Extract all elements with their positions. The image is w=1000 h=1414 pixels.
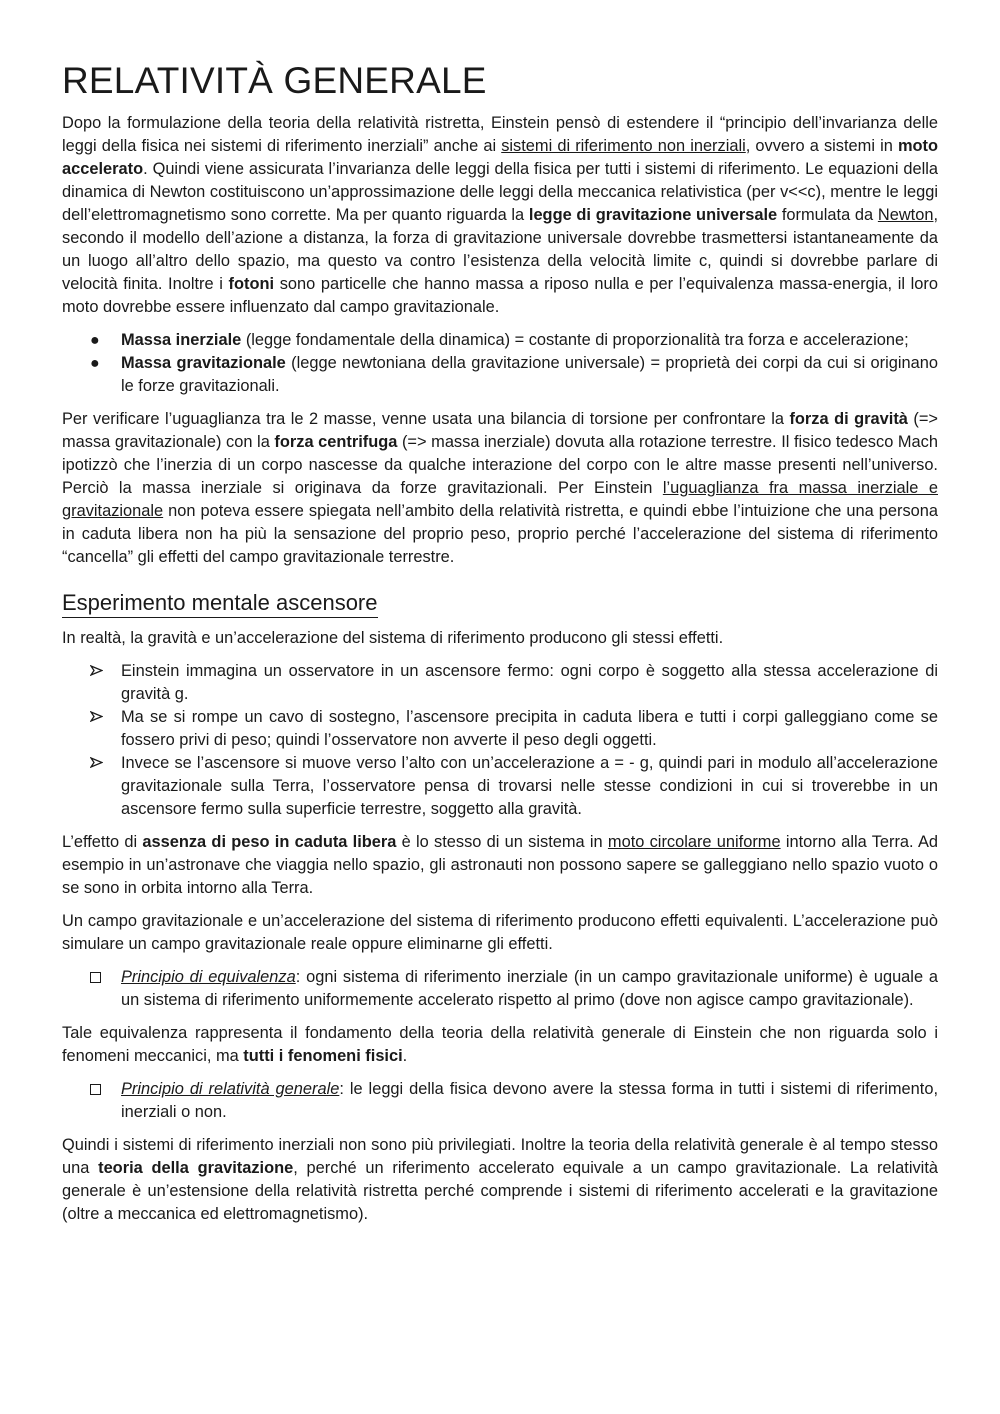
bold-text: assenza di peso in caduta libera [142,833,397,851]
paragraph: In realtà, la gravità e un’accelerazione del sistema di riferimento producono gli stessi effetti. [62,629,724,647]
text-span: formulata da [777,206,878,224]
text-span: (legge newtoniana della gravitazione universale) = proprietà dei corpi da cui si originano le forze gravitazionali. [121,354,938,395]
text-span: Invece se l’ascensore si muove verso l’alto con un’accelerazione a = - g, quindi pari in modulo all’accelerazione gravitazionale sulla Terra, l’osservatore pensa di trovarsi nelle stesse condizioni in cui si troverebbe in un ascensore fermo sulla superficie terrestre, soggetto alla gravità. [121,754,938,818]
bullet-icon: ● [90,332,100,349]
principle-list [62,966,938,1012]
text-span: Ma se si rompe un cavo di sostegno, l’ascensore precipita in caduta libera e tutti i corpi galleggiano come se fossero privi di peso; quindi l’osservatore non avverte il peso degli oggetti. [121,708,938,749]
arrow-bullet-icon [90,660,110,683]
italic-underlined-text: Principio di equivalenza [121,968,296,986]
underlined-text: Newton [877,206,934,224]
bold-text: Massa inerziale [121,331,242,349]
masses-paragraph [62,408,938,569]
bold-text: fotoni [228,275,275,293]
arrow-bullet-icon [90,752,110,775]
underlined-text: l’uguaglianza fra massa inerziale e gravitazionale [62,479,938,520]
intro-paragraph [62,112,938,319]
text-span: : le leggi della fisica devono avere la stessa forma in tutti i sistemi di riferimento, inerziali o non. [121,1080,938,1121]
equivalence-paragraph [62,1022,938,1068]
arrow-bullet-icon [90,706,110,729]
text-span: è lo stesso di un sistema in [396,833,608,851]
bold-text: forza centrifuga [274,433,398,451]
principle-list [62,1078,938,1124]
text-span: Dopo la formulazione della teoria della relatività ristretta, Einstein pensò di estendere il “principio dell’invarianza delle leggi della fisica nei sistemi di riferimento inerziali” anche ai [62,114,938,155]
free-fall-paragraph [62,831,938,900]
text-span: . [402,1047,408,1065]
text-span: , perché un riferimento accelerato equivale a un campo gravitazionale. La relatività generale è un’estensione della relatività ristretta perché comprende i sistemi di riferimento accelerati e la gravitazione (oltre a meccanica ed elettromagnetismo). [62,1159,938,1223]
bold-text: tutti i fenomeni fisici [243,1047,403,1065]
bold-text: legge di gravitazione universale [528,206,778,224]
list-item [62,660,938,706]
list-item [62,352,938,398]
text-span: , ovvero a sistemi in [745,137,898,155]
text-span: . Quindi viene assicurata l’invarianza delle leggi della fisica per tutti i sistemi di riferimento. Le equazioni della dinamica di Newton costituiscono un’approssimazione delle leggi della meccanica relativistica (per v<<c), mentre le leggi dell’elettromagnetismo sono corrette. Ma per quanto riguarda la [62,160,938,224]
list-item [62,329,938,352]
paragraph: Un campo gravitazionale e un’accelerazione del sistema di riferimento producono effetti equivalenti. L’accelerazione può simulare un campo gravitazionale reale oppure eliminarne gli effetti. [62,912,938,953]
text-span: : ogni sistema di riferimento inerziale (in un campo gravitazionale uniforme) è uguale a un sistema di riferimento uniformemente accelerato rispetto al primo (dove non agisce campo gravitazionale). [121,968,938,1009]
text-span: sono particelle che hanno massa a riposo nulla e per l’equivalenza massa-energia, il loro moto dovrebbe essere influenzato dal campo gravitazionale. [62,275,938,316]
bold-text: forza di gravità [789,410,908,428]
text-span: (=> massa inerziale) dovuta alla rotazione terrestre. Il fisico tedesco Mach ipotizzò che l’inerzia di un corpo nascesse da qualche interazione del corpo con le altre masse presenti nell’universo. Perciò la massa inerziale si originava da forze gravitazionali. Per Einstein [62,433,938,497]
elevator-arrow-list [62,660,938,821]
mass-bullet-list [62,329,938,398]
italic-underlined-text: Principio di relatività generale [121,1080,340,1098]
checkbox-bullet-icon [90,1078,110,1102]
bullet-icon: ● [90,355,100,372]
text-span: (=> massa gravitazionale) con la [62,410,938,451]
list-item [62,1078,938,1124]
page-title: RELATIVITÀ GENERALE [62,60,487,101]
text-span: (legge fondamentale della dinamica) = costante di proporzionalità tra forza e accelerazione; [241,331,909,349]
text-span: Per verificare l’uguaglianza tra le 2 masse, venne usata una bilancia di torsione per confrontare la [62,410,790,428]
bold-text: moto accelerato [62,137,939,178]
list-item [62,706,938,752]
section-heading: Esperimento mentale ascensore [62,589,378,618]
list-item [62,752,938,821]
text-span: , secondo il modello dell’azione a distanza, la forza di gravitazione universale dovrebbe trasmettersi istantaneamente da un luogo all’altro dello spazio, ma questo va contro l’esistenza della velocità limite c, quindi si dovrebbe parlare di velocità finita. Inoltre i [62,206,939,293]
bold-text: teoria della gravitazione [98,1159,294,1177]
conclusion-paragraph [62,1134,938,1226]
list-item [62,966,938,1012]
text-span: intorno alla Terra. Ad esempio in un’astronave che viaggia nello spazio, gli astronauti non possono sapere se galleggiano nello spazio vuoto o se sono in orbita intorno alla Terra. [62,833,938,897]
checkbox-bullet-icon [90,966,110,990]
text-span: non poteva essere spiegata nell’ambito della relatività ristretta, e quindi ebbe l’intuizione che una persona in caduta libera non ha più la sensazione del proprio peso, proprio perché l’accelerazione del sistema di riferimento “cancella” gli effetti del campo gravitazionale terrestre. [62,502,938,566]
underlined-text: moto circolare uniforme [607,833,781,851]
text-span: Quindi i sistemi di riferimento inerziali non sono più privilegiati. Inoltre la teoria della relatività generale è al tempo stesso una [62,1136,938,1177]
text-span: Einstein immagina un osservatore in un ascensore fermo: ogni corpo è soggetto alla stessa accelerazione di gravità g. [121,662,938,703]
underlined-text: sistemi di riferimento non inerziali [501,137,746,155]
text-span: L’effetto di [62,833,143,851]
text-span: Tale equivalenza rappresenta il fondamento della teoria della relatività generale di Einstein che non riguarda solo i fenomeni meccanici, ma [62,1024,938,1065]
bold-text: Massa gravitazionale [121,354,286,372]
